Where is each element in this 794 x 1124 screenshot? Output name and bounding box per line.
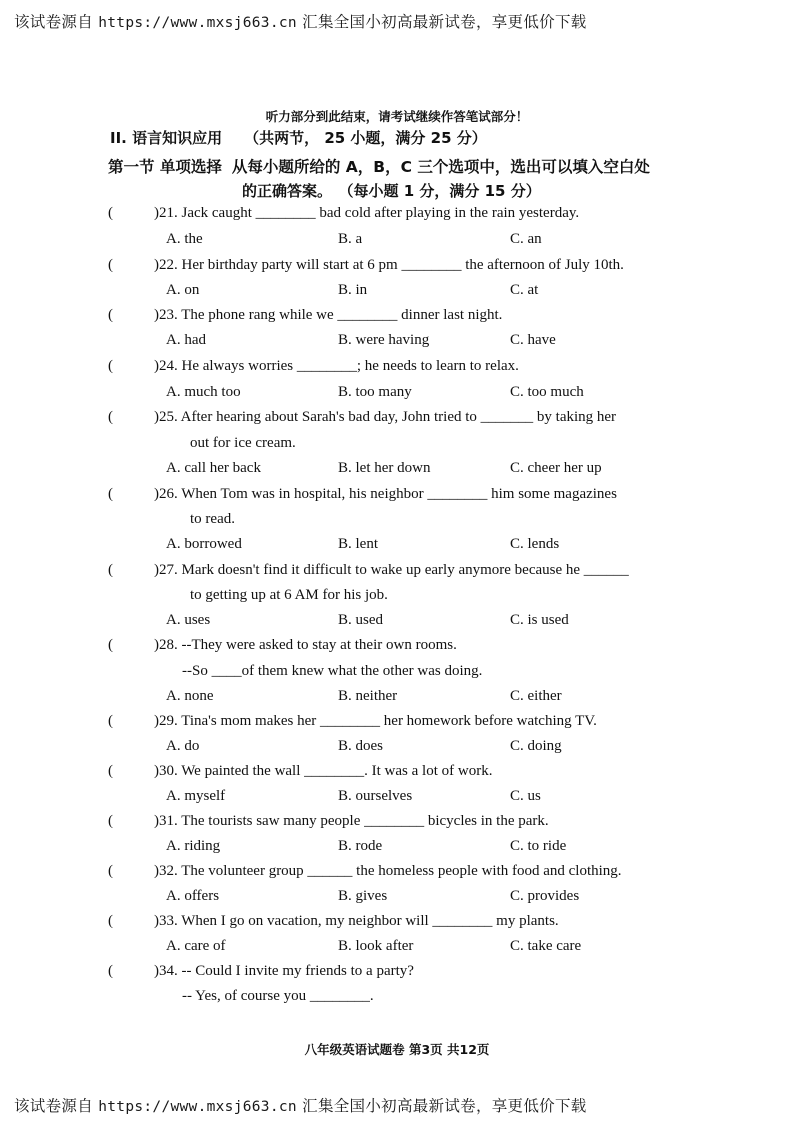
option-b: B. neither — [338, 688, 398, 704]
question-stem-cont: --So ____of them knew what the other was doing. — [182, 663, 483, 679]
option-b: B. look after — [338, 938, 414, 954]
answer-paren[interactable]: ( — [108, 486, 113, 502]
answer-paren[interactable]: ( — [108, 863, 113, 879]
question-stem: )27. Mark doesn't find it difficult to wake up early anymore because he ______ — [154, 562, 629, 578]
option-b: B. does — [338, 738, 383, 754]
option-c: C. cheer her up — [510, 460, 602, 476]
question-stem: )22. Her birthday party will start at 6 pm ________ the afternoon of July 10th. — [154, 257, 624, 273]
question-stem: )25. After hearing about Sarah's bad day, John tried to _______ by taking her — [154, 409, 617, 425]
question-stem-cont: to read. — [190, 511, 235, 527]
option-a: A. on — [166, 282, 200, 298]
question-stem: )26. When Tom was in hospital, his neighbor ________ him some magazines — [154, 486, 617, 502]
page-footer: 八年级英语试题卷 第3页 共12页 — [304, 1042, 490, 1057]
option-a: A. the — [166, 231, 203, 247]
banner-url[interactable]: https://www.mxsj663.cn — [98, 15, 297, 31]
answer-paren[interactable]: ( — [108, 637, 113, 653]
listening-end-notice: 听力部分到此结束，请考试继续作答笔试部分！ — [265, 109, 529, 124]
section-title: II. 语言知识应用 — [110, 129, 223, 147]
question-stem-cont: -- Yes, of course you ________. — [182, 988, 374, 1004]
answer-paren[interactable]: ( — [108, 813, 113, 829]
section-score: （共两节， 25 小题，满分 25 分） — [244, 129, 487, 147]
part-title: 第一节 单项选择 — [108, 158, 222, 176]
option-b: B. were having — [338, 332, 430, 348]
option-c: C. us — [510, 788, 541, 804]
part-points: （每小题 1 分，满分 15 分） — [346, 182, 541, 200]
question-34 — [108, 963, 414, 980]
option-c: C. take care — [510, 938, 582, 954]
option-b: B. gives — [338, 888, 388, 904]
question-stem-cont: to getting up at 6 AM for his job. — [190, 587, 388, 603]
question-32 — [108, 863, 622, 880]
option-a: A. much too — [166, 384, 241, 400]
option-a: A. had — [166, 332, 206, 348]
option-a: A. call her back — [166, 460, 261, 476]
option-c: C. too much — [510, 384, 584, 400]
question-stem: )32. The volunteer group ______ the homeless people with food and clothing. — [154, 863, 622, 879]
option-a: A. do — [166, 738, 200, 754]
option-c: C. to ride — [510, 838, 567, 854]
answer-paren[interactable]: ( — [108, 562, 113, 578]
option-b: B. lent — [338, 536, 378, 552]
option-a: A. none — [166, 688, 214, 704]
option-a: A. uses — [166, 612, 211, 628]
question-stem: )21. Jack caught ________ bad cold after playing in the rain yesterday. — [154, 205, 580, 221]
question-stem: )29. Tina's mom makes her ________ her homework before watching TV. — [154, 713, 597, 729]
banner-prefix: 该试卷源自 — [14, 1097, 94, 1115]
question-stem: )33. When I go on vacation, my neighbor will ________ my plants. — [154, 913, 559, 929]
question-24 — [108, 358, 519, 375]
answer-paren[interactable]: ( — [108, 963, 113, 979]
option-b: B. in — [338, 282, 368, 298]
question-stem: )24. He always worries ________; he needs to learn to relax. — [154, 358, 519, 374]
option-a: A. offers — [166, 888, 220, 904]
part-instruction-cont: 的正确答案。 — [242, 182, 333, 200]
option-c: C. lends — [510, 536, 560, 552]
part-instruction: 从每小题所给的 A，B，C 三个选项中，选出可以填入空白处 — [231, 158, 650, 176]
question-21 — [108, 205, 579, 222]
option-c: C. at — [510, 282, 539, 298]
part-heading-cont — [242, 180, 541, 201]
option-b: B. a — [338, 231, 363, 247]
option-c: C. provides — [510, 888, 580, 904]
option-a: A. borrowed — [166, 536, 242, 552]
source-banner-bottom — [14, 1094, 587, 1116]
answer-paren[interactable]: ( — [108, 713, 113, 729]
option-b: B. too many — [338, 384, 412, 400]
option-a: A. care of — [166, 938, 226, 954]
question-stem: )23. The phone rang while we ________ dinner last night. — [154, 307, 503, 323]
question-33 — [108, 913, 559, 930]
question-30 — [108, 763, 492, 780]
answer-paren[interactable]: ( — [108, 358, 113, 374]
question-29 — [108, 713, 597, 730]
option-c: C. either — [510, 688, 562, 704]
option-b: B. used — [338, 612, 383, 628]
option-b: B. let her down — [338, 460, 431, 476]
option-c: C. an — [510, 231, 542, 247]
question-stem: )30. We painted the wall ________. It was a lot of work. — [154, 763, 493, 779]
question-stem: )34. -- Could I invite my friends to a party? — [154, 963, 414, 979]
question-28 — [108, 637, 457, 654]
answer-paren[interactable]: ( — [108, 409, 113, 425]
option-c: C. is used — [510, 612, 569, 628]
option-a: A. riding — [166, 838, 221, 854]
banner-suffix: 汇集全国小初高最新试卷，享更低价下载 — [302, 13, 587, 31]
question-27 — [108, 562, 629, 579]
banner-suffix: 汇集全国小初高最新试卷，享更低价下载 — [302, 1097, 587, 1115]
question-stem: )28. --They were asked to stay at their own rooms. — [154, 637, 457, 653]
question-25 — [108, 409, 616, 426]
source-banner-top — [14, 10, 587, 32]
section-heading — [110, 127, 487, 148]
answer-paren[interactable]: ( — [108, 205, 113, 221]
question-23 — [108, 307, 502, 324]
question-26 — [108, 486, 617, 503]
banner-url[interactable]: https://www.mxsj663.cn — [98, 1099, 297, 1115]
question-stem-cont: out for ice cream. — [190, 435, 296, 451]
answer-paren[interactable]: ( — [108, 257, 113, 273]
question-22 — [108, 257, 624, 274]
answer-paren[interactable]: ( — [108, 913, 113, 929]
option-b: B. rode — [338, 838, 383, 854]
banner-prefix: 该试卷源自 — [14, 13, 94, 31]
question-stem: )31. The tourists saw many people ________ bicycles in the park. — [154, 813, 549, 829]
option-b: B. ourselves — [338, 788, 413, 804]
option-c: C. have — [510, 332, 556, 348]
question-31 — [108, 813, 549, 830]
option-a: A. myself — [166, 788, 226, 804]
part-heading — [108, 155, 650, 177]
answer-paren[interactable]: ( — [108, 307, 113, 323]
option-c: C. doing — [510, 738, 562, 754]
answer-paren[interactable]: ( — [108, 763, 113, 779]
